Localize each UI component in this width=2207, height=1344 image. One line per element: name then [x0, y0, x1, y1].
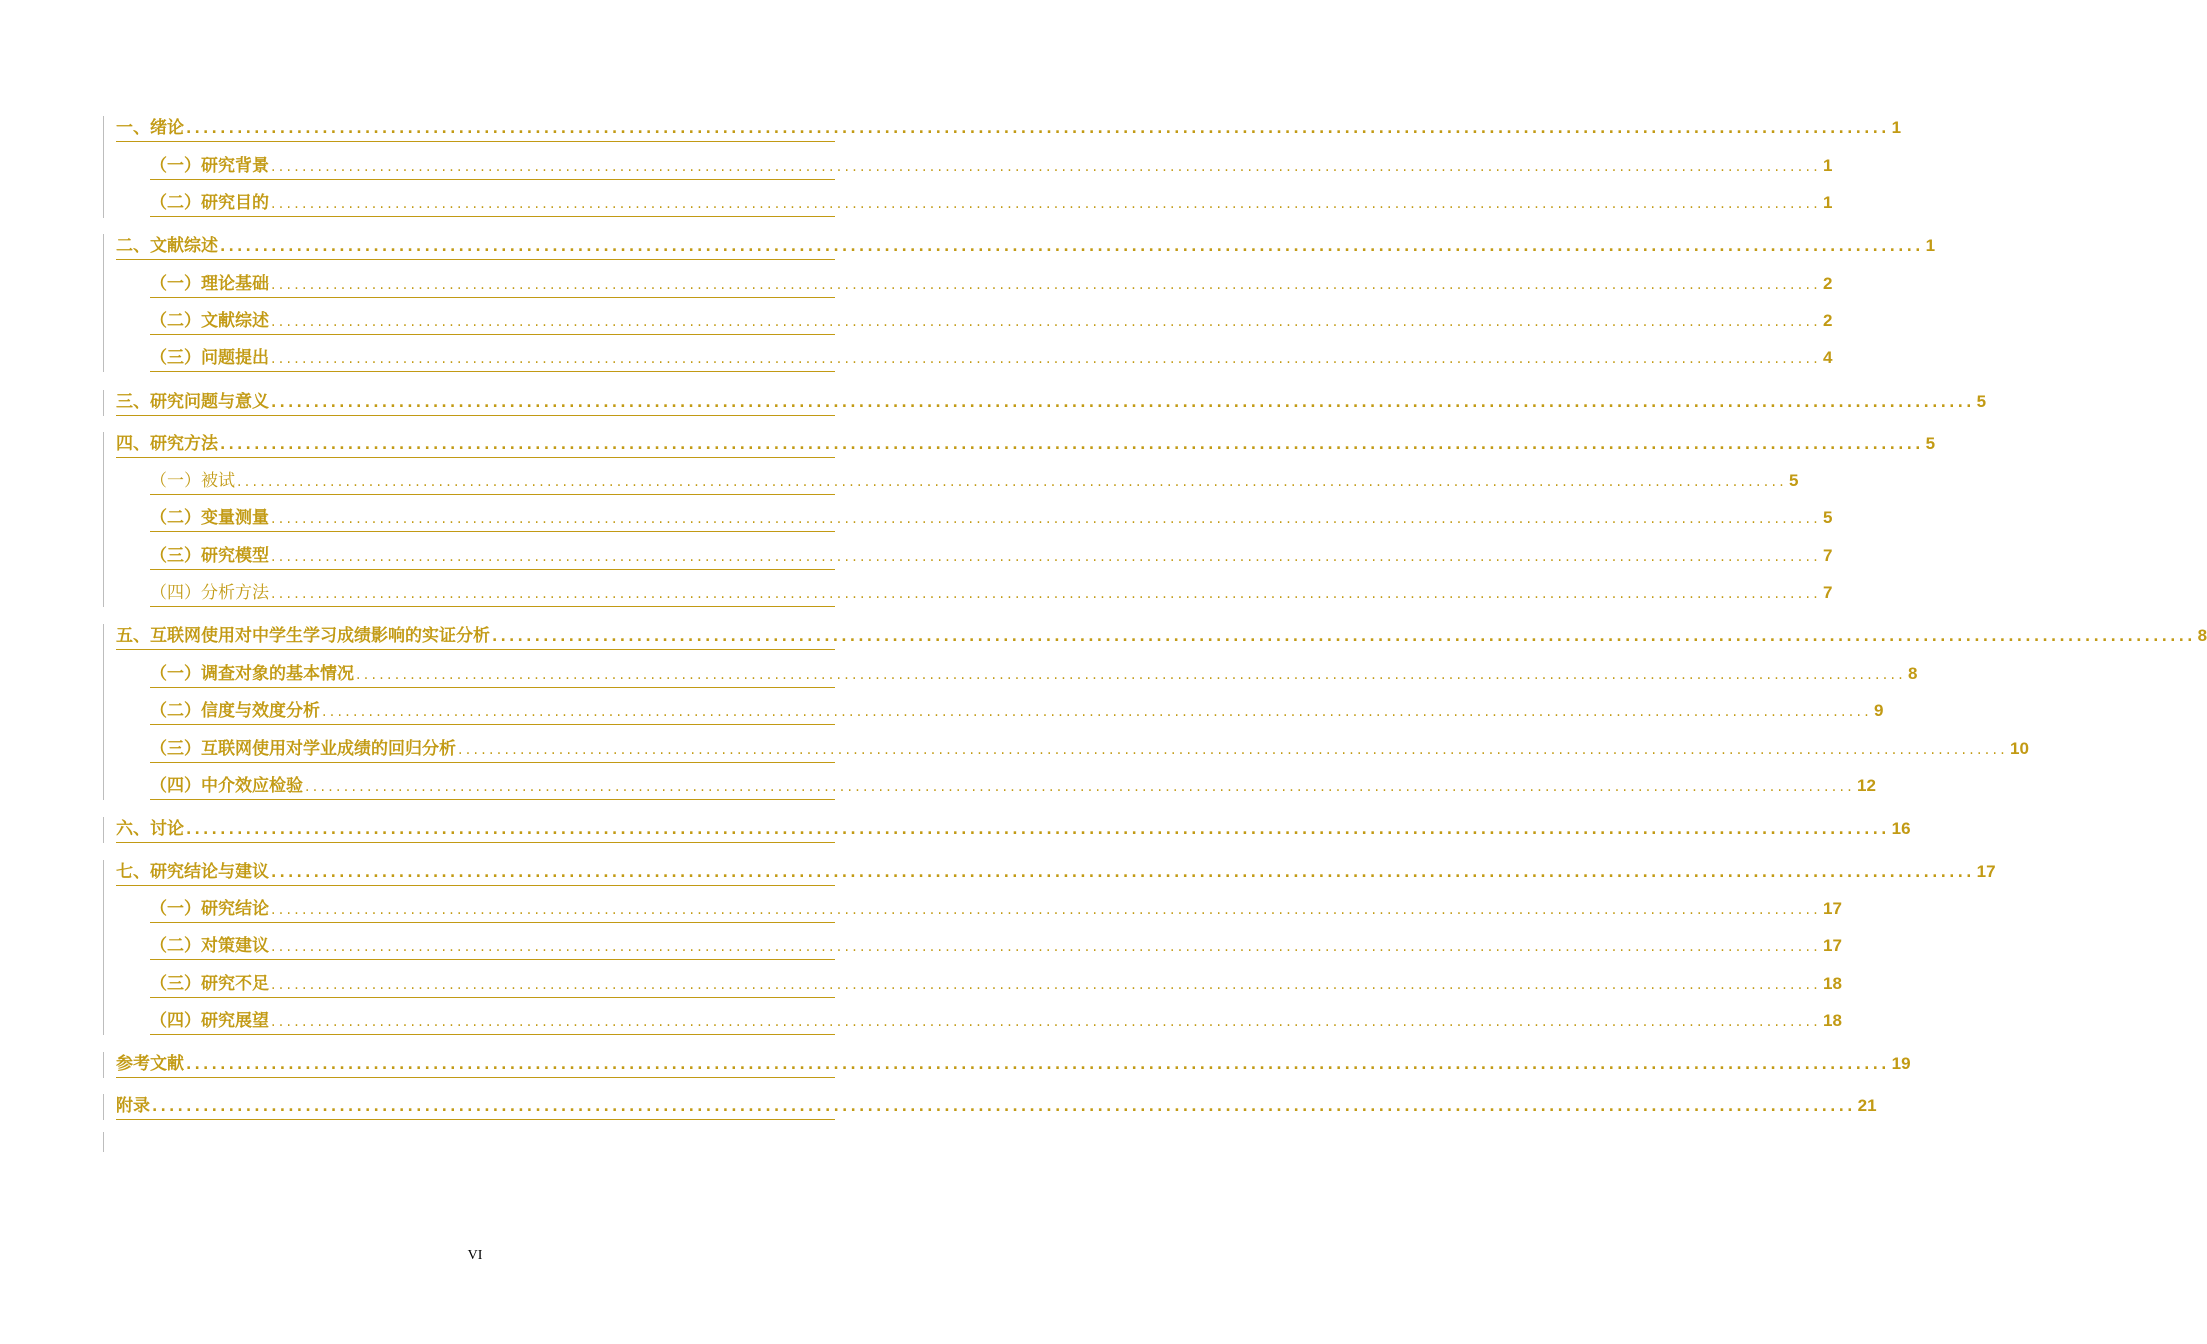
toc-entry-page: 1: [1891, 118, 1902, 137]
toc-entry-title: （二）文献综述: [150, 311, 269, 331]
toc-leader-dots: ........................................................................................................................................................................................................: [271, 902, 1822, 918]
toc-leader-dots: ........................................................................................................................................................................................................: [186, 822, 1890, 838]
toc-leader-dots: ........................................................................................................................................................................................................: [271, 549, 1822, 565]
margin-bar: [103, 624, 104, 800]
toc-entry-page: 17: [1823, 936, 1842, 955]
margin-bar: [103, 1132, 104, 1152]
toc-entry-title: （二）对策建议: [150, 936, 269, 956]
toc-entry-page: 12: [1857, 776, 1876, 795]
toc-entry[interactable]: [116, 432, 1936, 458]
toc-entry[interactable]: [150, 544, 1833, 570]
toc-leader-dots: ........................................................................................................................................................................................................: [271, 939, 1822, 955]
toc-leader-dots: ........................................................................................................................................................................................................: [220, 239, 1924, 255]
toc-entry-title: （三）研究不足: [150, 974, 269, 994]
toc-entry-page: 4: [1823, 348, 1833, 367]
toc-entry-title: 五、互联网使用对中学生学习成绩影响的实证分析: [116, 626, 490, 646]
toc-entry[interactable]: [150, 934, 1842, 960]
toc-entry[interactable]: [150, 774, 1876, 800]
toc-entry-title: （二）变量测量: [150, 508, 269, 528]
toc-leader-dots: ........................................................................................................................................................................................................: [220, 437, 1924, 453]
toc-entry-page: 7: [1823, 583, 1833, 602]
margin-bar: [103, 432, 104, 607]
toc-entry-title: 三、研究问题与意义: [116, 392, 269, 412]
toc-entry[interactable]: [150, 581, 1833, 607]
toc-entry[interactable]: [150, 272, 1833, 298]
toc-entry-page: 19: [1891, 1054, 1911, 1073]
toc-entry[interactable]: [150, 662, 1918, 688]
toc-entry-page: 7: [1823, 546, 1833, 565]
toc-entry-title: （三）互联网使用对学业成绩的回归分析: [150, 739, 456, 759]
margin-bar: [103, 234, 104, 372]
toc-leader-dots: ........................................................................................................................................................................................................: [271, 865, 1975, 881]
toc-entry[interactable]: [116, 234, 1936, 260]
toc-entry-title: （一）研究结论: [150, 899, 269, 919]
toc-entry-title: （四）分析方法: [150, 583, 269, 603]
toc-entry-page: 21: [1857, 1096, 1877, 1115]
toc-entry-page: 5: [1976, 392, 1987, 411]
toc-entry-title: （一）研究背景: [150, 156, 269, 176]
toc-entry-title: 六、讨论: [116, 819, 184, 839]
toc-leader-dots: ........................................................................................................................................................................................................: [271, 351, 1822, 367]
toc-entry[interactable]: [150, 346, 1833, 372]
toc-entry[interactable]: [150, 469, 1799, 495]
toc-entry-page: 1: [1823, 193, 1833, 212]
toc-leader-dots: ........................................................................................................................................................................................................: [152, 1099, 1856, 1115]
toc-entry-title: 附录: [116, 1096, 150, 1116]
toc-entry[interactable]: [150, 154, 1833, 180]
toc-leader-dots: ........................................................................................................................................................................................................: [271, 277, 1822, 293]
toc-leader-dots: ........................................................................................................................................................................................................: [322, 704, 1873, 720]
toc-entry[interactable]: [150, 737, 2029, 763]
toc-leader-dots: ........................................................................................................................................................................................................: [271, 159, 1822, 175]
toc-leader-dots: ........................................................................................................................................................................................................: [271, 586, 1822, 602]
margin-bar: [103, 116, 104, 218]
toc-entry-title: （二）研究目的: [150, 193, 269, 213]
toc-entry[interactable]: [116, 860, 1996, 886]
toc-entry-title: （二）信度与效度分析: [150, 701, 320, 721]
toc-entry[interactable]: [150, 972, 1842, 998]
toc-entry-page: 17: [1976, 862, 1996, 881]
margin-bar: [103, 1094, 104, 1120]
toc-entry-title: 二、文献综述: [116, 236, 218, 256]
toc-entry[interactable]: [150, 309, 1833, 335]
toc-entry[interactable]: [116, 817, 1911, 843]
toc-entry-page: 10: [2010, 739, 2029, 758]
toc-entry[interactable]: [150, 506, 1833, 532]
toc-entry-title: 一、绪论: [116, 118, 184, 138]
page-number: VI: [467, 1248, 483, 1263]
toc-entry-title: （一）调查对象的基本情况: [150, 664, 354, 684]
toc-leader-dots: ........................................................................................................................................................................................................: [271, 395, 1975, 411]
toc-leader-dots: ........................................................................................................................................................................................................: [186, 1057, 1890, 1073]
toc-leader-dots: ........................................................................................................................................................................................................: [356, 667, 1907, 683]
toc-entry-title: 参考文献: [116, 1054, 184, 1074]
toc-entry-page: 2: [1823, 311, 1833, 330]
toc-entry[interactable]: [150, 1009, 1842, 1035]
toc-entry-page: 5: [1823, 508, 1833, 527]
toc-entry-title: 四、研究方法: [116, 434, 218, 454]
toc-entry[interactable]: [116, 624, 2207, 650]
toc-entry-title: （四）中介效应检验: [150, 776, 303, 796]
toc-entry-page: 17: [1823, 899, 1842, 918]
toc-entry-page: 8: [1908, 664, 1918, 683]
toc-entry[interactable]: [116, 1094, 1877, 1120]
toc-leader-dots: ........................................................................................................................................................................................................: [237, 474, 1788, 490]
toc-entry-title: （一）被试: [150, 471, 235, 491]
toc-entry[interactable]: [116, 1052, 1911, 1078]
toc-entry[interactable]: [150, 897, 1842, 923]
toc-entry-title: （一）理论基础: [150, 274, 269, 294]
toc-entry-page: 18: [1823, 1011, 1842, 1030]
toc-entry-title: （四）研究展望: [150, 1011, 269, 1031]
toc-leader-dots: ........................................................................................................................................................................................................: [271, 511, 1822, 527]
toc-entry-page: 1: [1823, 156, 1833, 175]
toc-entry[interactable]: [150, 699, 1884, 725]
toc-entry-page: 16: [1891, 819, 1911, 838]
toc-entry-title: （三）研究模型: [150, 546, 269, 566]
toc-leader-dots: ........................................................................................................................................................................................................: [271, 977, 1822, 993]
toc-entry-title: 七、研究结论与建议: [116, 862, 269, 882]
toc-entry-page: 8: [2197, 626, 2207, 645]
toc-leader-dots: ........................................................................................................................................................................................................: [186, 121, 1890, 137]
toc-leader-dots: ........................................................................................................................................................................................................: [305, 779, 1856, 795]
toc-leader-dots: ........................................................................................................................................................................................................: [458, 742, 2009, 758]
toc-entry-page: 9: [1874, 701, 1884, 720]
toc-leader-dots: ........................................................................................................................................................................................................: [271, 1014, 1822, 1030]
toc-leader-dots: ........................................................................................................................................................................................................: [271, 314, 1822, 330]
toc-entry-page: 1: [1925, 236, 1936, 255]
margin-bar: [103, 817, 104, 843]
margin-bar: [103, 1052, 104, 1078]
toc-entry-page: 5: [1789, 471, 1799, 490]
margin-bar: [103, 390, 104, 416]
margin-bar: [103, 860, 104, 1035]
toc-leader-dots: ........................................................................................................................................................................................................: [271, 196, 1822, 212]
toc-entry-title: （三）问题提出: [150, 348, 269, 368]
toc-entry-page: 18: [1823, 974, 1842, 993]
toc-entry-page: 5: [1925, 434, 1936, 453]
toc-entry-page: 2: [1823, 274, 1833, 293]
toc-entry[interactable]: [116, 390, 1987, 416]
toc-leader-dots: ........................................................................................................................................................................................................: [492, 629, 2196, 645]
toc-entry[interactable]: [116, 116, 1902, 142]
toc-entry[interactable]: [150, 191, 1833, 217]
